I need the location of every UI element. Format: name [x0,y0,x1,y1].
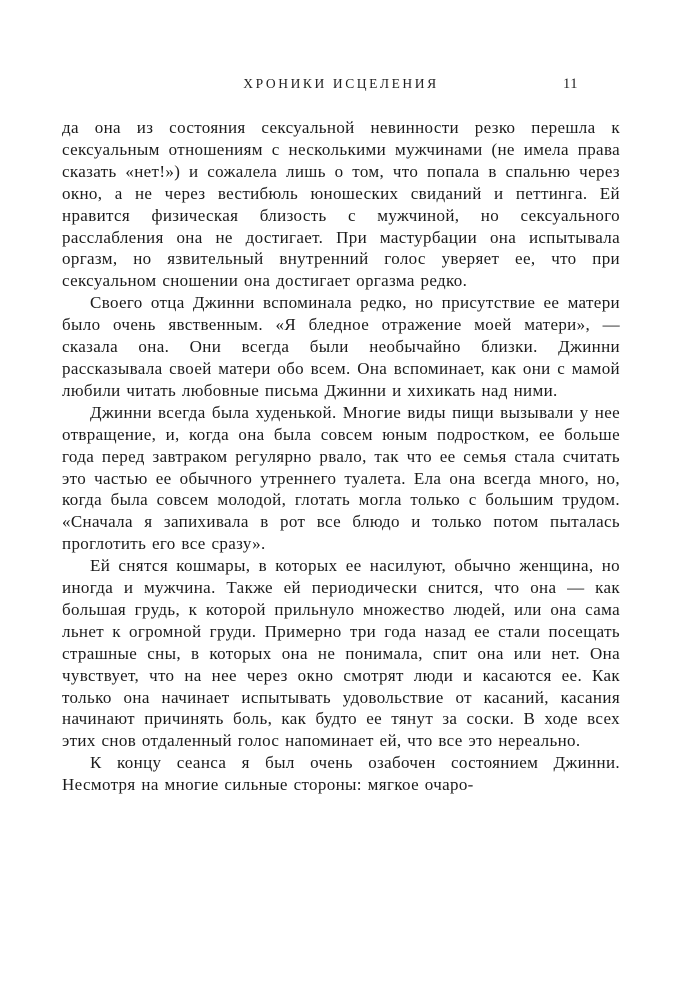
running-title: ХРОНИКИ ИСЦЕЛЕНИЯ [243,76,439,91]
paragraph: К концу сеанса я был очень озабочен состоянием Джинни. Несмотря на многие сильные стороны: мягкое очаро- [62,753,620,795]
page-header [62,76,620,96]
body-text [62,117,620,796]
page-number: 11 [563,76,578,92]
paragraph: Ей снятся кошмары, в которых ее насилуют, обычно женщина, но иногда и мужчина. Также ей периодически снится, что она — как большая грудь, к которой прильнуло множество людей, или она сама льнет к огромной груди. Примерно три года назад ее стали посещать страшные сны, в которых она не понимала, спит она или нет. Она чувствует, что на нее через окно смотрят люди и касаются ее. Как только она начинает испытывать удовольствие от касаний, касания начинают причинять боль, как будто ее тянут за соски. В ходе всех этих снов отдаленный голос напоминает ей, что все это нереально. [62,556,620,751]
paragraph: Своего отца Джинни вспоминала редко, но присутствие ее матери было очень явственным. «Я бледное отражение моей матери», — сказала она. Они всегда были необычайно близки. Джинни рассказывала своей матери обо всем. Она вспоминает, как они с мамой любили читать любовные письма Джинни и хихикать над ними. [62,293,620,400]
paragraph: Джинни всегда была худенькой. Многие виды пищи вызывали у нее отвращение, и, когда она была совсем юным подростком, ее больше года перед завтраком регулярно рвало, так что ее семья стала считать это частью ее обычного утреннего туалета. Ела она всегда много, но, когда была совсем молодой, глотать могла только с большим трудом. «Сначала я запихивала в рот все блюдо и только потом пыталась проглотить его все сразу». [62,402,620,554]
paragraph: да она из состояния сексуальной невинности резко перешла к сексуальным отношениям с несколькими мужчинами (не имела права сказать «нет!») и сожалела лишь о том, что попала в спальню через окно, а не через вестибюль юношеских свиданий и петтинга. Ей нравится физическая близость с мужчиной, но сексуального расслабления она не достигает. При мастурбации она испытывала оргазм, но язвительный внутренний голос уверяет ее, что при сексуальном сношении она достигает оргазма редко. [62,118,620,291]
